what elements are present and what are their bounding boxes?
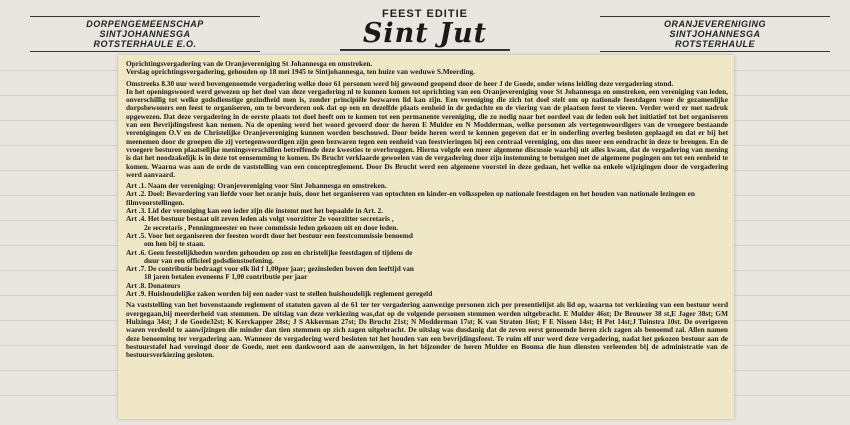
edition-label: FEEST EDITIE bbox=[382, 8, 468, 20]
articles-list bbox=[126, 182, 728, 298]
article-5: Art .5. Voor het organiseren der feesten wordt door het bestuur een feestcommissie benoemd bbox=[126, 230, 413, 240]
header-left-rule-bottom bbox=[30, 51, 260, 52]
header-right-line-1: ORANJEVERENIGING bbox=[663, 19, 767, 29]
document-title: Oprichtingsvergadering van de Oranjevereniging St Johannesga en omstreken. bbox=[126, 59, 373, 68]
article-1: Art .1. Naam der vereniging: Oranjevereniging voor Sint Johannesga en omstreken. bbox=[126, 181, 387, 191]
header-left-line-2: SINTJOHANNESGA bbox=[99, 29, 191, 39]
masthead-rule bbox=[340, 49, 510, 51]
header-left-line-1: DORPENGEMEENSCHAP bbox=[86, 19, 204, 29]
header-left-rule-top bbox=[30, 16, 260, 17]
article-2: Art .2. Doel: Bevordering van liefde voor het oranje huis, door het organiseren van optochten en kinder-en volksspelen op nationale feestdagen en het houden van nationale lezingen en filmvoorstellingen. bbox=[126, 189, 695, 207]
article-7: Art .7. De contributie bedraagt voor elk lid f 1,00per jaar; gezinsleden boven den leeftijd van bbox=[126, 264, 414, 274]
header-right-rule-top bbox=[600, 16, 830, 17]
document-intro: Omstreeks 8.30 uur werd bovengenoemde vergadering welke door 61 personen werd bij gewoond geopend door de heer J de Goede, onder wiens leiding deze vergadering stond. bbox=[126, 78, 674, 88]
article-3: Art .3. Lid der vereniging kan een ieder zijn die instemt met het bepaalde in Art. 2. bbox=[126, 206, 383, 216]
masthead-title: Sint Jut bbox=[362, 18, 488, 49]
header-right-rule-bottom bbox=[600, 51, 830, 52]
header-right-line-2: SINTJOHANNESGA bbox=[669, 29, 761, 39]
article-8: Art .8. Donateurs bbox=[126, 280, 181, 290]
document-content bbox=[118, 55, 734, 359]
article-6: Art .6. Geen feestelijkheden worden gehouden op zon en christelijke feestdagen of tijdens de bbox=[126, 247, 413, 257]
article-9: Art .9. Huishoudelijke zaken worden bij een nader vast te stellen huishoudelijk reglement geregeld bbox=[126, 289, 433, 299]
header-right-block bbox=[600, 14, 830, 54]
header-right-line-3: ROTSTERHAULE bbox=[675, 39, 755, 49]
article-4: Art .4. Het bestuur bestaat uit zeven leden als volgt voorzitter 2e voorzitter secretaris , bbox=[126, 214, 394, 224]
document-closing: Na vaststelling van het bovenstaande reglement of statuten gaven al de 61 ter ter vergadering aanwezige personen zich per presentielijst als lid op, waarna tot verkiezing van een bestuur werd overgegaan,bij meerderheid van stemmen. De uitslag van deze verkiezing was,dat op de volgende personen stemmen werden uitgebracht. E Mulder 46st; Dr Brouwer 38 st,E Jager 38st; GM Hulzinga 34st; J de Goede32st; K Kerckapper 28st; J S Akkerman 27st; Ds Brucht 21st; N Modderman 17st; K van Straten 16st; F E Nissen 14st; H Pet 14st;J Tuinstra 10st. De overigeren waren verdeeld te aanwijzingen die minder dan tien stemmen op zich zagen uitgebracht. De uitslag was dusdanig dat de zeven eerst genoemde heren zich zagen als benoemd zal. Allen namen deze benoeming ter vergadering aan. Wanneer de vergadering werd besloten tot het houden van een bevrijdingsfeest. Te ruim elf uur werd deze vergadering, nadat het gekozen bestuur aan de bestuurstafel had vereingd door de Goede, met een dankwoord aan de aanwezigen, in het bijzonder de heren Mulder en Bouma die hun diensten verleenden bij de administratie van de bestuursverkiezing gesloten. bbox=[126, 300, 728, 360]
header-left-block bbox=[30, 14, 260, 54]
article-5-continued: om hen bij te staan. bbox=[144, 239, 206, 249]
document-body: In het openingswoord werd gewezen op het doel van deze vergadering nl te kunnen komen tot oprichting van een Oranjevereniging voor St Johannesga en omstreken, een vereniging van leden, onverschillig tot welke godsdienstige gezindheid men is, zonder principiële bezwaren lid kan zijn. Een vereniging die zich tot doel stelt om op nationale feestdagen voor de gezamenlijke dorpsbewoners een feest te organiseren, om te bevorderen ook dat op een en dezelfde plaats eenheid in de gedachte en de viering van de plaatsen feest te vieren. Verder werd er met nadruk opgewezen. Dat deze vergadering in de eerste plaats tot doel heeft om te komen tot een permanente vereniging, die zo nodig naar het oordeel van de leden ook het initiatief tot het organiseren van een Bevrijdingsfeest kan nemen. Na de opening werd het woord gevoerd door de heren E Mulder en N Modderman, welke personen als vertegenwoordigers van de vroegere bestaande verenigingen O.V en de Christelijke Oranjevereniging kunnen worden beschouwd. Door beide heren werd te kennen gegeven dat er in onderling overleg besloten geplaagd en dat er bij het meenemen door de groepen die zij vertegenwoordigen zijn geen bezwaren tegen een eenheid van feestvieringen bij een centraal vereniging, om dus meer een eendracht in deze te brengen. En de vroegere besturen plaatselijke meningsverschillen betreffende deze kwesties te overbruggen. Hierna volgde een meer algemene discussie waarbij uit alles kwam, dat de vergadering van mening is dat het noodzakelijk is in deze tot eensemming te komen. Ds Brucht verklaarde gewoelen van de vergadering door zijn instemming te betuigen met de algemene pogingen om tot een eenheid te komen. Waarna was aan de orde de vaststelling van een conceptreglement. Door Ds Brucht werd een algemene voorstel in deze gedaan, het welke na enkele wijzigingen door de vergadering werd aanvaard. bbox=[126, 86, 728, 179]
document-subtitle: Verslag oprichtingsvergadering, gehouden op 18 mei 1945 te Sintjohannesga, ten huize van weduwe S.Meerding. bbox=[126, 67, 475, 77]
article-4-continued: 2e secretaris , Penningmeester en twee commissie leden gekozen uit en door leden. bbox=[144, 222, 399, 232]
article-6-continued: duur van een officieel godsdienstoefening. bbox=[144, 255, 274, 265]
document-page bbox=[118, 55, 734, 419]
header-left-line-3: ROTSTERHAULE E.O. bbox=[93, 39, 197, 49]
article-7-continued: 18 jaren betalen eveneens F 1,00 contributie per jaar bbox=[144, 272, 308, 282]
